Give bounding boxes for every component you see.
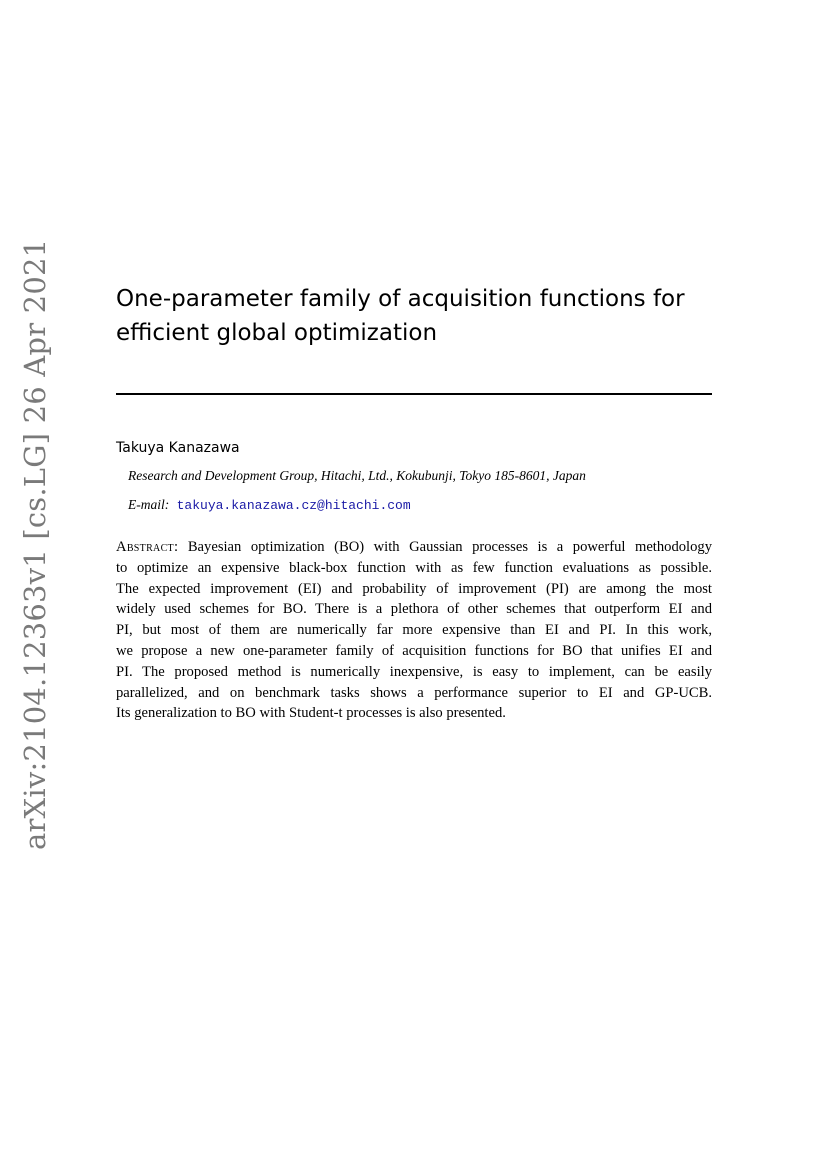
abstract-line: PI, but most of them are numerically far more expensive than EI and PI. In this work, <box>116 622 712 639</box>
abstract-label: Abstract: <box>116 539 179 555</box>
author-affiliation: Research and Development Group, Hitachi, Ltd., Kokubunji, Tokyo 185-8601, Japan <box>128 468 586 483</box>
paper-title-line-2: efficient global optimization <box>116 320 438 346</box>
abstract-line: The expected improvement (EI) and probability of improvement (PI) are among the most <box>116 580 712 597</box>
abstract-line <box>116 537 712 558</box>
paper-title <box>116 282 716 350</box>
author-name: Takuya Kanazawa <box>116 440 240 456</box>
arxiv-stamp <box>0 0 52 850</box>
abstract-line: parallelized, and on benchmark tasks shows a performance superior to EI and GP-UCB. <box>116 684 712 701</box>
email-label: E-mail: <box>128 497 170 512</box>
abstract-line-text: Bayesian optimization (BO) with Gaussian processes is a powerful methodology <box>187 539 712 555</box>
abstract-line: we propose a new one-parameter family of acquisition functions for BO that unifies EI and <box>116 642 712 659</box>
arxiv-identifier: arXiv:2104.12363v1 [cs.LG] 26 Apr 2021 <box>18 238 52 850</box>
abstract-line: to optimize an expensive black-box function with as few function evaluations as possible. <box>116 559 712 576</box>
title-divider <box>116 393 712 395</box>
email-line <box>128 497 411 513</box>
abstract-line: Its generalization to BO with Student-t processes is also presented. <box>116 705 506 722</box>
abstract-line: widely used schemes for BO. There is a plethora of other schemes that outperform EI and <box>116 601 712 618</box>
paper-title-line-1: One-parameter family of acquisition functions for <box>116 286 685 312</box>
abstract <box>116 537 712 724</box>
email-link[interactable]: takuya.kanazawa.cz@hitachi.com <box>176 498 411 513</box>
abstract-line: PI. The proposed method is numerically inexpensive, is easy to implement, can be easily <box>116 663 712 680</box>
